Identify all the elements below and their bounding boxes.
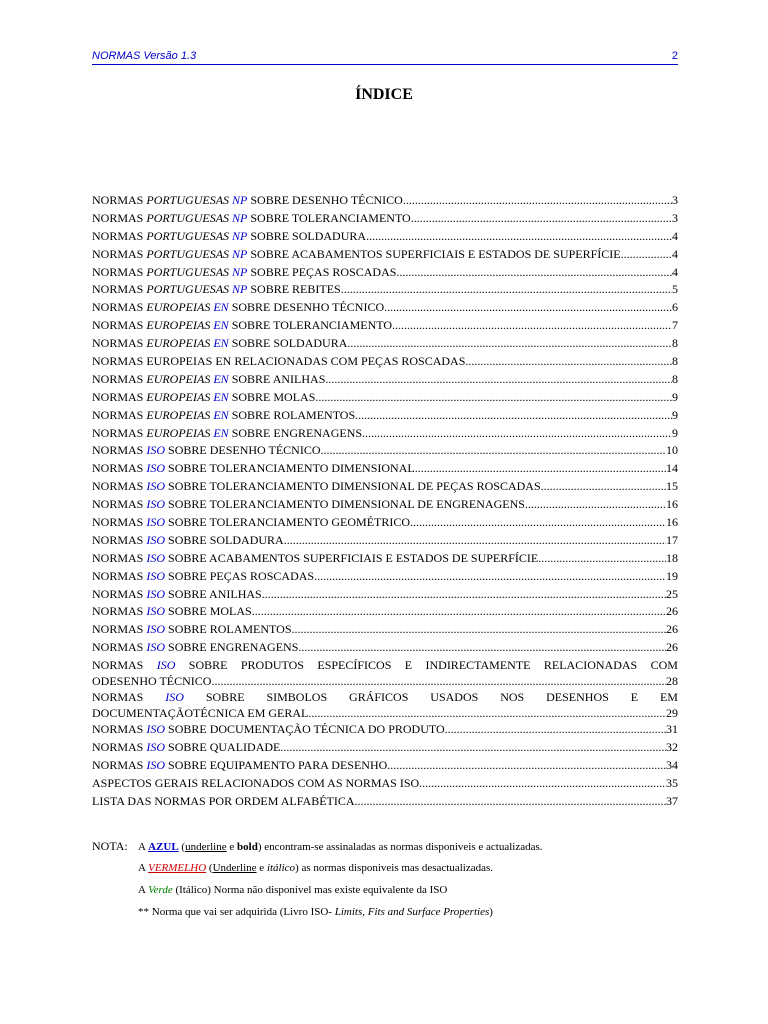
toc-entry[interactable] <box>92 317 678 335</box>
toc-entry-page: 3 <box>672 193 678 207</box>
toc-leader-dots <box>341 281 672 299</box>
toc-entry-title: NORMAS ISO SOBRE TOLERANCIAMENTO DIMENSIONAL <box>92 461 415 476</box>
toc-entry-code: EN <box>213 389 229 404</box>
toc-entry[interactable] <box>92 299 678 317</box>
toc-entry-page: 18 <box>666 550 678 565</box>
toc-entry-page: 28 <box>666 674 678 689</box>
toc-entry-region: EUROPEIAS <box>146 389 211 404</box>
toc-entry-title: NORMAS EUROPEIAS EN SOBRE ROLAMENTOS <box>92 407 356 422</box>
toc-entry-region: EUROPEIAS <box>146 407 211 422</box>
toc-entry-page: 35 <box>666 775 678 790</box>
toc-leader-dots <box>525 496 666 514</box>
toc-entry-title: NORMAS ISO SOBRE SOLDADURA <box>92 532 284 547</box>
toc-entry-word: E <box>404 658 413 673</box>
toc-entry-code: ISO <box>146 640 166 655</box>
toc-entry-word: INDIRECTAMENTE <box>425 658 531 673</box>
toc-entry[interactable] <box>92 775 678 793</box>
toc-entry-page: 8 <box>672 371 678 386</box>
toc-entry-page: 25 <box>666 586 678 601</box>
toc-entry-title-line <box>92 705 678 721</box>
toc-entry[interactable] <box>92 264 678 282</box>
toc-entry[interactable] <box>92 210 678 228</box>
note-vermelho: VERMELHO <box>148 862 207 874</box>
toc-entry-title: NORMAS PORTUGUESAS NP SOBRE DESENHO TÉCNICO <box>92 193 403 207</box>
note-text: A <box>138 884 149 896</box>
toc-entry-page: 15 <box>666 479 678 494</box>
toc-entry-title: NORMAS EUROPEIAS EN SOBRE SOLDADURA <box>92 336 348 351</box>
toc-entry-region: EUROPEIAS <box>146 425 211 440</box>
toc-entry-page: 4 <box>672 264 678 279</box>
toc-entry-code: EN <box>213 318 229 333</box>
toc-entry-code: NP <box>232 246 248 261</box>
toc-entry-title-line <box>92 657 678 673</box>
note-text: ( <box>206 862 213 874</box>
toc-entry-page: 16 <box>666 515 678 530</box>
note-label: NOTA: <box>92 839 128 853</box>
toc-entry-page: 26 <box>666 604 678 619</box>
toc-entry-title: NORMAS ISO SOBRE DESENHO TÉCNICO <box>92 443 321 458</box>
toc-entry-code: EN <box>213 371 229 386</box>
toc-entry-code: EN <box>213 407 229 422</box>
toc-entry-code: ISO <box>146 757 166 772</box>
toc-entry-region: PORTUGUESAS <box>146 228 230 243</box>
toc-entry-title: NORMAS PORTUGUESAS NP SOBRE PEÇAS ROSCADAS <box>92 264 397 279</box>
toc-entry[interactable] <box>92 514 678 532</box>
toc-entry[interactable] <box>92 442 678 460</box>
toc-entry[interactable] <box>92 532 678 550</box>
toc-entry-code: ISO <box>146 497 166 512</box>
toc-entry-code: EN <box>213 425 229 440</box>
toc-entry-title: NORMAS ISO SOBRE MOLAS <box>92 604 252 619</box>
toc-leader-dots <box>321 442 667 460</box>
running-header <box>92 50 678 65</box>
toc-entry[interactable] <box>92 689 678 721</box>
toc-entry-page: 8 <box>672 354 678 369</box>
note-book-title: Limits, Fits and Surface Properties <box>334 906 490 918</box>
toc-entry-word: NORMAS <box>92 690 144 705</box>
toc-entry-code: NP <box>232 264 248 279</box>
toc-entry-word: NORMAS <box>92 658 144 673</box>
toc-entry-title: NORMAS ISO SOBRE PEÇAS ROSCADAS <box>92 568 315 583</box>
toc-entry-code: ISO <box>146 515 166 530</box>
toc-entry-page: 4 <box>672 228 678 243</box>
toc-entry-code: NP <box>232 228 248 243</box>
toc-entry-word: SIMBOLOS <box>266 690 328 705</box>
toc-entry-region: EUROPEIAS <box>146 300 211 315</box>
note-text: e <box>256 862 267 874</box>
toc-entry-page: 9 <box>672 389 678 404</box>
toc-leader-dots <box>355 407 672 425</box>
toc-entry[interactable] <box>92 657 678 689</box>
toc-entry-page: 9 <box>672 425 678 440</box>
note-text: ( <box>178 841 186 853</box>
note-text: (Itálico) Norma não disponivel mas existe equivalente da ISO <box>172 884 448 896</box>
toc-entry-code: EN <box>213 300 229 315</box>
toc-entry-title: LISTA DAS NORMAS POR ORDEM ALFABÉTICA <box>92 793 355 808</box>
toc-entry-code: ISO <box>146 479 166 494</box>
toc-entry[interactable] <box>92 425 678 443</box>
toc-entry-title: NORMAS ISO SOBRE TOLERANCIAMENTO DIMENSIONAL DE PEÇAS ROSCADAS <box>92 479 541 494</box>
toc-entry-title: ASPECTOS GERAIS RELACIONADOS COM AS NORMAS ISO <box>92 775 420 790</box>
toc-leader-dots <box>280 739 666 757</box>
toc-entry-region: EUROPEIAS <box>146 318 211 333</box>
toc-leader-dots <box>541 478 666 496</box>
toc-entry-title: NORMAS ISO SOBRE QUALIDADE <box>92 740 281 755</box>
toc-entry-word: SOBRE <box>188 658 228 673</box>
toc-leader-dots <box>384 299 672 317</box>
toc-entry[interactable] <box>92 757 678 775</box>
toc-entry-title: NORMAS EUROPEIAS EN RELACIONADAS COM PEÇAS ROSCADAS <box>92 354 466 369</box>
toc-leader-dots <box>410 514 666 532</box>
toc-leader-dots <box>292 621 667 639</box>
note-row-blue <box>92 835 692 857</box>
toc-entry-code: ISO <box>156 658 176 673</box>
toc-entry[interactable] <box>92 460 678 478</box>
toc-leader-dots <box>445 721 666 739</box>
toc-leader-dots <box>411 210 672 228</box>
table-of-contents <box>92 192 678 811</box>
toc-leader-dots <box>621 246 672 264</box>
header-page-number: 2 <box>671 50 678 62</box>
header-title: NORMAS Versão 1.3 <box>92 50 197 62</box>
toc-entry[interactable] <box>92 192 678 210</box>
note-text: ) as normas disponiveis mas desactualizadas. <box>295 862 493 874</box>
toc-entry[interactable] <box>92 639 678 657</box>
toc-entry-page: 26 <box>666 640 678 655</box>
toc-entry-page: 34 <box>666 757 678 772</box>
toc-entry[interactable] <box>92 603 678 621</box>
toc-entry-title-line <box>92 689 678 705</box>
toc-entry-page: 31 <box>666 722 678 737</box>
toc-entry-page: 37 <box>666 793 678 808</box>
page-title: ÍNDICE <box>355 86 413 103</box>
note-azul: AZUL <box>148 841 179 853</box>
toc-leader-dots <box>298 639 666 657</box>
toc-entry[interactable] <box>92 389 678 407</box>
toc-leader-dots <box>366 228 672 246</box>
toc-entry-word: EM <box>659 690 678 705</box>
toc-entry-code: ISO <box>146 550 166 565</box>
toc-entry[interactable] <box>92 281 678 299</box>
note-text: e <box>226 841 238 853</box>
toc-entry-region: PORTUGUESAS <box>146 282 230 297</box>
legend-notes <box>92 835 692 923</box>
toc-entry-region: EUROPEIAS <box>146 371 211 386</box>
toc-entry-code: ISO <box>146 568 166 583</box>
toc-entry-title: NORMAS PORTUGUESAS NP SOBRE REBITES <box>92 282 341 297</box>
toc-entry-word: E <box>630 690 639 705</box>
toc-entry[interactable] <box>92 335 678 353</box>
toc-entry-region: EUROPEIAS <box>146 336 211 351</box>
toc-entry-page: 5 <box>672 282 678 297</box>
toc-entry-page: 14 <box>666 461 678 476</box>
toc-entry-word: PRODUTOS <box>240 658 304 673</box>
toc-entry-word: SOBRE <box>205 690 245 705</box>
toc-entry[interactable] <box>92 371 678 389</box>
toc-entry-region: PORTUGUESAS <box>146 246 230 261</box>
toc-entry-title: NORMAS EUROPEIAS EN SOBRE TOLERANCIAMENTO <box>92 318 393 333</box>
note-text: ** Norma que vai ser adquirida (Livro ISO- <box>138 906 335 918</box>
note-text: ) encontram-se assinaladas as normas disponiveis e actualizadas. <box>257 841 543 853</box>
toc-leader-dots <box>465 353 672 371</box>
toc-leader-dots <box>538 550 666 568</box>
toc-entry-page: 4 <box>672 246 678 261</box>
toc-entry-page: 29 <box>666 706 678 721</box>
toc-entry[interactable] <box>92 246 678 264</box>
toc-entry-word: ESPECÍFICOS <box>317 658 392 673</box>
toc-entry-code: ISO <box>146 532 166 547</box>
toc-entry-page: 16 <box>666 497 678 512</box>
toc-leader-dots <box>308 705 666 721</box>
note-italico: itálico <box>266 862 296 874</box>
note-text: A <box>138 841 149 853</box>
toc-entry[interactable] <box>92 228 678 246</box>
toc-entry-title: NORMAS PORTUGUESAS NP SOBRE ACABAMENTOS SUPERFICIAIS E ESTADOS DE SUPERFÍCIE <box>92 246 621 261</box>
toc-leader-dots <box>392 317 672 335</box>
toc-leader-dots <box>284 532 666 550</box>
toc-entry-title: NORMAS ISO SOBRE TOLERANCIAMENTO GEOMÉTRICO <box>92 515 411 530</box>
toc-leader-dots <box>262 586 666 604</box>
toc-entry-code: ISO <box>146 740 166 755</box>
toc-entry-code: ISO <box>146 443 166 458</box>
toc-entry-code: ISO <box>165 690 184 705</box>
toc-entry-page: 19 <box>666 568 678 583</box>
toc-leader-dots <box>355 793 666 811</box>
toc-entry-code: EN <box>213 336 229 351</box>
toc-entry-code: ISO <box>146 604 166 619</box>
toc-entry-code: NP <box>232 282 248 297</box>
toc-entry-title: NORMAS EUROPEIAS EN SOBRE MOLAS <box>92 389 316 404</box>
toc-entry-page: 7 <box>672 318 678 333</box>
toc-entry-region: PORTUGUESAS <box>146 210 230 225</box>
toc-leader-dots <box>415 460 666 478</box>
toc-leader-dots <box>315 389 672 407</box>
toc-entry[interactable] <box>92 496 678 514</box>
toc-entry-page: 8 <box>672 336 678 351</box>
toc-entry[interactable] <box>92 407 678 425</box>
toc-entry-code: ISO <box>146 722 166 737</box>
toc-entry[interactable] <box>92 739 678 757</box>
note-text: ) <box>489 906 493 918</box>
toc-entry-title: NORMAS ISO SOBRE ENGRENAGENS <box>92 640 299 655</box>
toc-entry-code: NP <box>232 210 248 225</box>
toc-entry-word: NOS <box>500 690 525 705</box>
toc-entry-title-cont: ODESENHO TÉCNICO <box>92 674 212 689</box>
toc-entry[interactable] <box>92 586 678 604</box>
toc-entry-title: NORMAS EUROPEIAS EN SOBRE DESENHO TÉCNICO <box>92 300 385 315</box>
toc-entry-title: NORMAS EUROPEIAS EN SOBRE ENGRENAGENS <box>92 425 363 440</box>
note-verde: Verde <box>148 884 173 896</box>
note-underline: Underline <box>212 862 257 874</box>
toc-entry-word: RELACIONADAS <box>543 658 638 673</box>
toc-entry-title: NORMAS ISO SOBRE TOLERANCIAMENTO DIMENSIONAL DE ENGRENAGENS <box>92 497 525 512</box>
toc-entry-word: GRÁFICOS <box>349 690 409 705</box>
toc-entry-title: NORMAS ISO SOBRE EQUIPAMENTO PARA DESENHO <box>92 757 388 772</box>
toc-entry-page: 3 <box>672 210 678 225</box>
toc-entry-page: 6 <box>672 300 678 315</box>
toc-entry-page: 17 <box>666 532 678 547</box>
toc-entry[interactable] <box>92 621 678 639</box>
toc-entry-title-cont: DOCUMENTAÇÃOTÉCNICA EM GERAL <box>92 706 309 721</box>
toc-entry[interactable] <box>92 721 678 739</box>
note-bold: bold <box>237 841 258 853</box>
toc-entry-region: PORTUGUESAS <box>146 264 230 279</box>
toc-entry-page: 26 <box>666 622 678 637</box>
toc-entry-page: 32 <box>666 740 678 755</box>
toc-entry[interactable] <box>92 478 678 496</box>
note-row-red <box>92 857 692 879</box>
note-text: A <box>138 862 149 874</box>
toc-entry-word: DESENHOS <box>546 690 609 705</box>
toc-entry-title: NORMAS PORTUGUESAS NP SOBRE TOLERANCIAMENTO <box>92 210 411 225</box>
note-row-green <box>92 879 692 901</box>
toc-leader-dots <box>396 264 672 282</box>
toc-entry-code: ISO <box>146 461 166 476</box>
toc-entry-region: PORTUGUESAS <box>146 193 230 207</box>
toc-entry-code: NP <box>232 193 248 207</box>
toc-entry[interactable] <box>92 568 678 586</box>
toc-entry-title: NORMAS PORTUGUESAS NP SOBRE SOLDADURA <box>92 228 367 243</box>
toc-entry[interactable] <box>92 550 678 568</box>
toc-entry-title-line <box>92 673 678 689</box>
toc-leader-dots <box>419 775 666 793</box>
toc-entry-page: 9 <box>672 407 678 422</box>
toc-entry-page: 10 <box>666 443 678 458</box>
toc-entry[interactable] <box>92 353 678 371</box>
toc-leader-dots <box>252 603 666 621</box>
toc-leader-dots <box>403 192 672 210</box>
toc-entry-title: NORMAS ISO SOBRE ANILHAS <box>92 586 262 601</box>
toc-leader-dots <box>347 335 672 353</box>
toc-leader-dots <box>387 757 666 775</box>
toc-entry-code: ISO <box>146 586 166 601</box>
toc-entry-word: USADOS <box>430 690 479 705</box>
toc-entry-title: NORMAS ISO SOBRE DOCUMENTAÇÃO TÉCNICA DO PRODUTO <box>92 722 445 737</box>
toc-leader-dots <box>362 425 672 443</box>
toc-leader-dots <box>314 568 666 586</box>
toc-leader-dots <box>325 371 672 389</box>
toc-entry-word: COM <box>650 658 678 673</box>
note-underline: underline <box>185 841 227 853</box>
toc-entry-title: NORMAS ISO SOBRE ROLAMENTOS <box>92 622 292 637</box>
toc-entry-title: NORMAS ISO SOBRE ACABAMENTOS SUPERFICIAIS E ESTADOS DE SUPERFÍCIE <box>92 550 539 565</box>
toc-entry-title: NORMAS EUROPEIAS EN SOBRE ANILHAS <box>92 371 326 386</box>
toc-entry-code: ISO <box>146 622 166 637</box>
toc-entry[interactable] <box>92 793 678 811</box>
note-row-acquire <box>92 901 692 923</box>
toc-leader-dots <box>211 673 666 689</box>
